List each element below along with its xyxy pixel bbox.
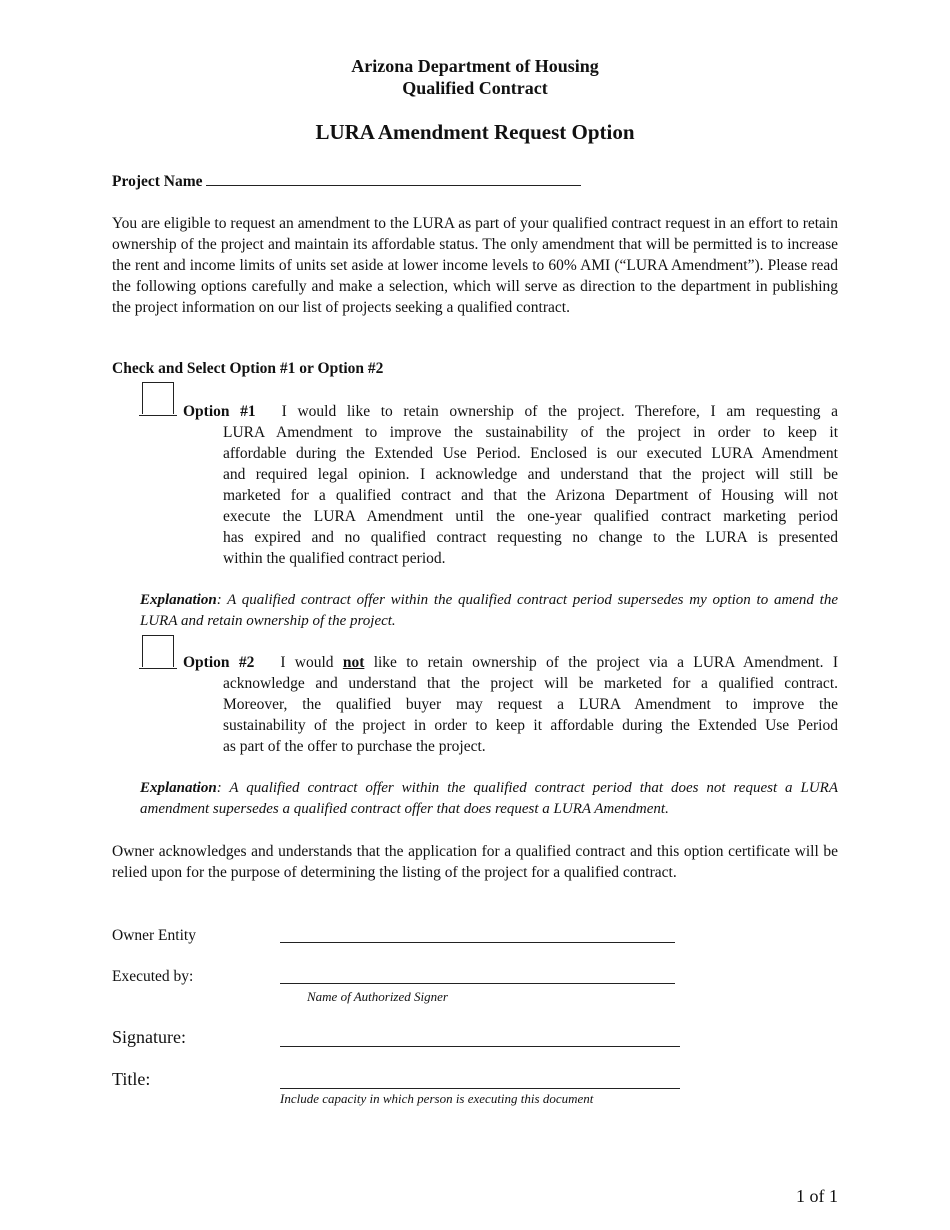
option1-line-3: and required legal opinion. I acknowledge and understand that the project will still be [223,466,838,483]
intro-paragraph: You are eligible to request an amendment to the LURA as part of your qualified contract request in an effort to retain ownership of the project and maintain its affordable status. The only amendment that will be permitted is to increase the rent and income limits of units set aside at lower income levels to 60% AMI (“LURA Amendment”). Please read the following options carefully and make a selection, which will serve as direction to the department in publishing the project information on our list of projects seeking a qualified contract. [112,215,838,316]
option2-line-post: like to retain ownership of the project via a LURA Amendment. I [364,654,838,671]
option1-line-0: I would like to retain ownership of the project. Therefore, I am requesting a [281,403,838,420]
page-number: 1 of 1 [796,1186,838,1206]
title-field[interactable] [280,1088,680,1089]
check-heading: Check and Select Option #1 or Option #2 [112,360,384,377]
option1-line-1: LURA Amendment to improve the sustainability of the project in order to keep it [223,424,838,441]
option2-explanation [140,778,838,820]
option1-explanation [140,590,838,632]
option1-line-4: marketed for a qualified contract and that the Arizona Department of Housing will not [223,487,838,504]
executed-by-field[interactable] [280,983,675,984]
option1-label: Option #1 [183,403,256,420]
project-name-label: Project Name [112,173,203,190]
owner-entity-label: Owner Entity [112,927,196,944]
option1-line-6: has expired and no qualified contract requesting no change to the LURA is presented [223,529,838,546]
option2-line-0: acknowledge and understand that the project will be marketed for a qualified contract. [223,675,838,692]
option2-first-line [183,652,838,673]
option1-explanation-label: Explanation [140,592,217,608]
option2-line-pre: I would [280,654,343,671]
signature-label: Signature: [112,1027,186,1047]
option1-checkbox-line [139,415,177,416]
option2-line-1: Moreover, the qualified buyer may request a LURA Amendment to improve the [223,696,838,713]
option2-checkbox[interactable] [142,635,174,667]
department-heading: Arizona Department of Housing [351,56,599,76]
option2-line-2: sustainability of the project in order to keep it affordable during the Extended Use Period [223,717,838,734]
option2-checkbox-line [139,668,177,669]
option1-explanation-text: : A qualified contract offer within the qualified contract period supersedes my option to amend the LURA and retain ownership of the project. [140,592,838,629]
option2-not-emphasis: not [342,654,365,671]
page-title: LURA Amendment Request Option [315,120,635,144]
option1-checkbox[interactable] [142,382,174,414]
option2-explanation-label: Explanation [140,780,217,796]
executed-by-note: Name of Authorized Signer [307,989,448,1004]
title-note: Include capacity in which person is executing this document [280,1091,594,1106]
title-label: Title: [112,1069,151,1089]
executed-by-label: Executed by: [112,968,194,985]
option1-line-7: within the qualified contract period. [223,550,446,567]
option2-explanation-text: : A qualified contract offer within the qualified contract period that does not request a LURA amendment supersedes a qualified contract offer that does request a LURA Amendment. [140,780,838,817]
owner-entity-field[interactable] [280,942,675,943]
document-subtitle: Qualified Contract [402,78,548,98]
project-name-row [112,171,581,192]
option1-line-5: execute the LURA Amendment until the one-year qualified contract marketing period [223,508,838,525]
project-name-field[interactable] [206,185,581,186]
option1-line-2: affordable during the Extended Use Period. Enclosed is our executed LURA Amendment [223,445,838,462]
owner-acknowledgement: Owner acknowledges and understands that the application for a qualified contract and this option certificate will be relied upon for the purpose of determining the listing of the project for a qualified contract. [112,843,838,881]
signature-field[interactable] [280,1046,680,1047]
option1-first-line [183,401,838,422]
option2-line-3: as part of the offer to purchase the project. [223,738,486,755]
option2-label: Option #2 [183,654,255,671]
